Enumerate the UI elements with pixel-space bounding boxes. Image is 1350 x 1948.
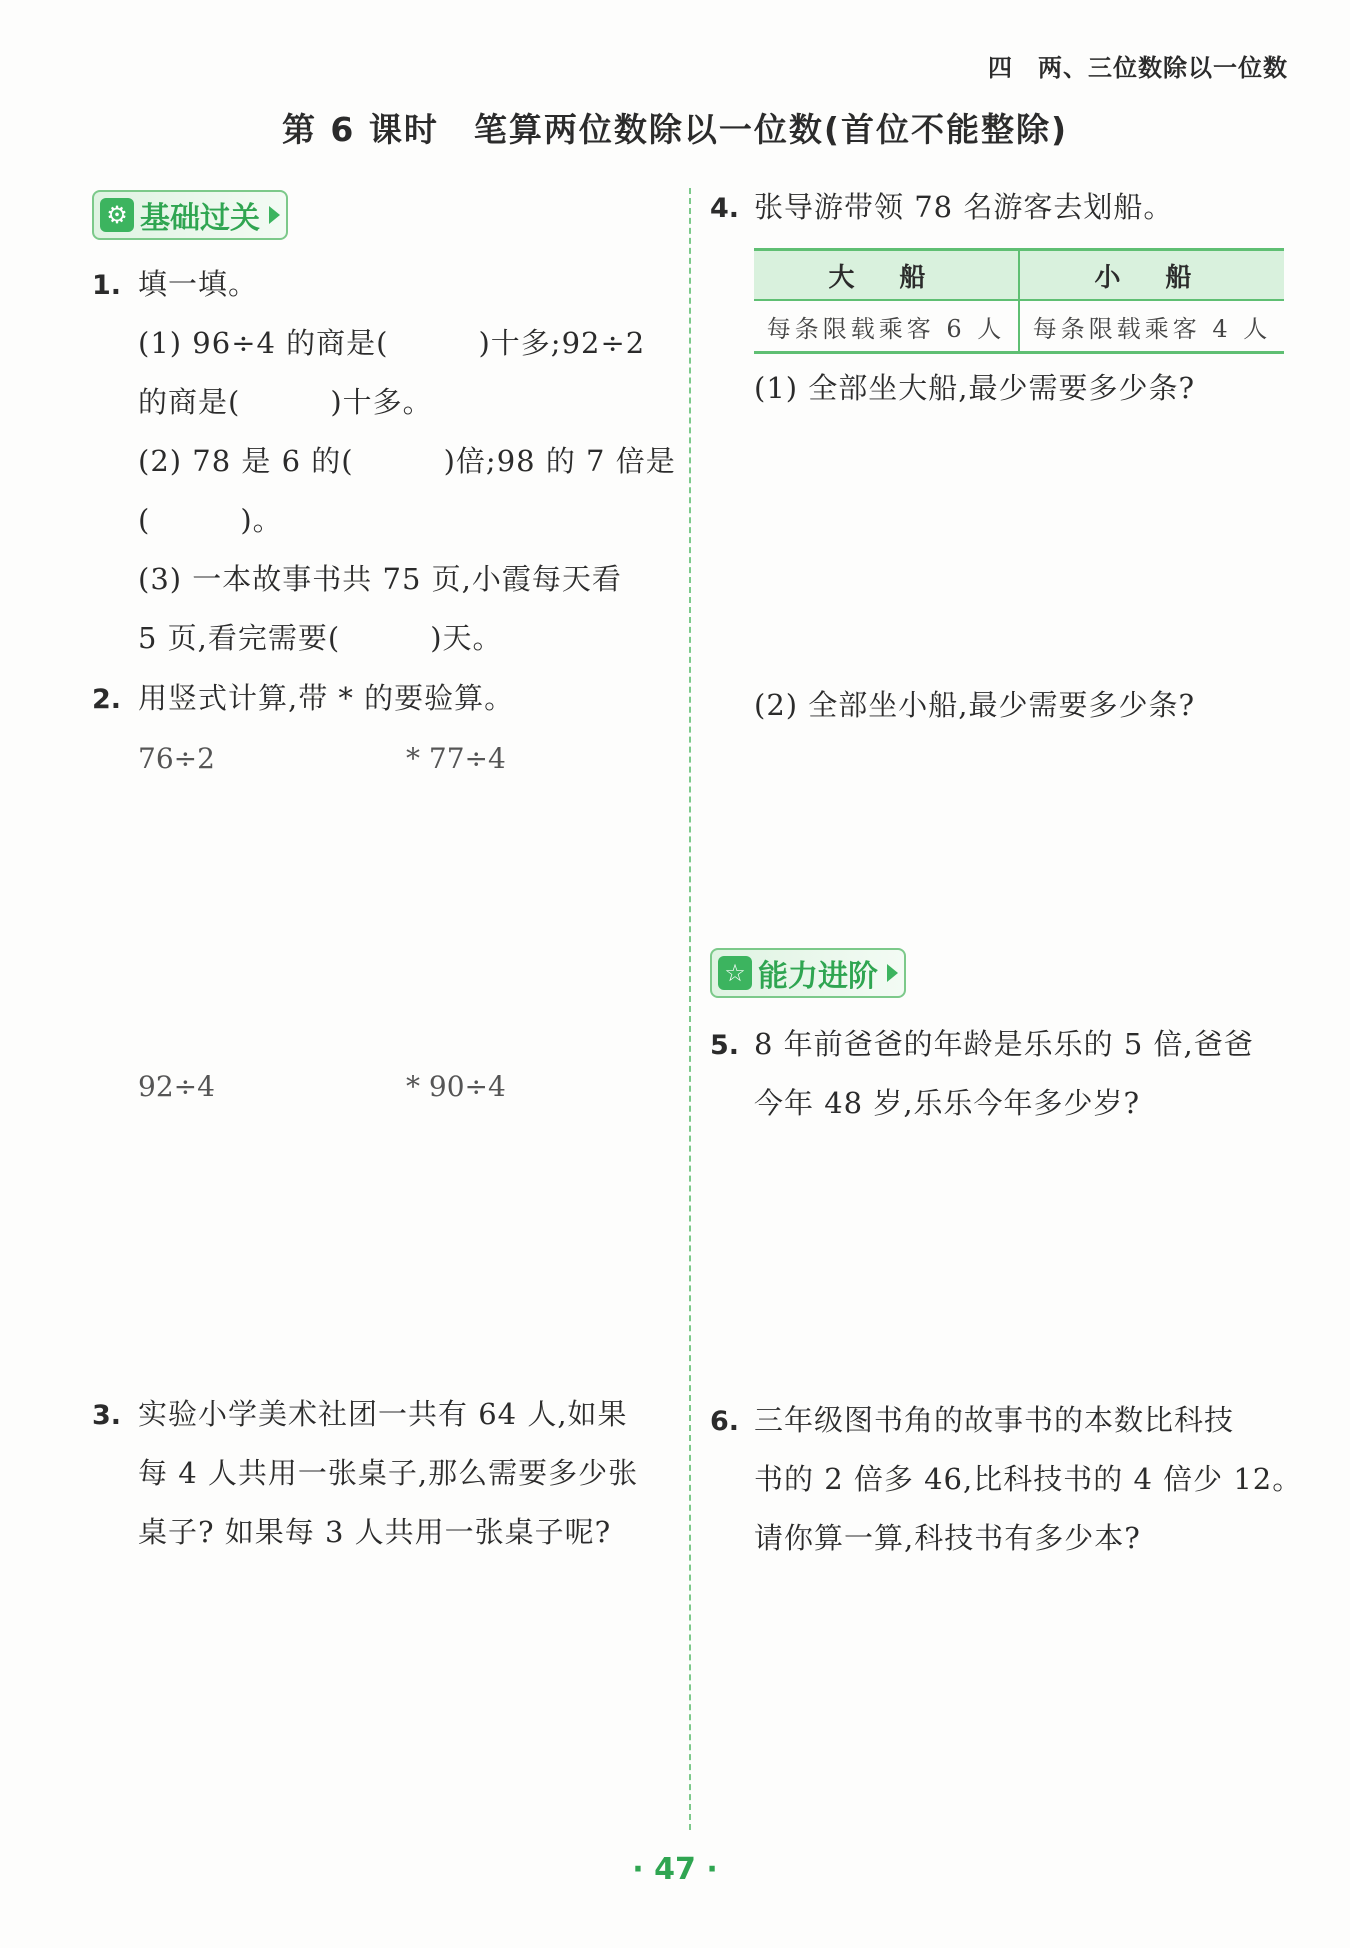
question-number-1: 1.	[92, 270, 122, 301]
table-header-large-boat: 大 船	[754, 250, 1019, 301]
table-cell-large-capacity: 每条限载乘客 6 人	[754, 300, 1019, 353]
q6-line-2: 请你算一算,科技书有多少本?	[754, 1521, 1141, 1555]
q1-line-5: (3) 一本故事书共 75 页,小霞每天看	[138, 562, 622, 596]
q2-text: 用竖式计算,带 * 的要验算。	[138, 681, 515, 715]
table-cell-small-capacity: 每条限载乘客 4 人	[1019, 300, 1284, 353]
q3-line-2: 桌子? 如果每 3 人共用一张桌子呢?	[138, 1515, 612, 1549]
question-number-2: 2.	[92, 684, 122, 715]
q5-line-0: 8 年前爸爸的年龄是乐乐的 5 倍,爸爸	[754, 1027, 1254, 1061]
q1-line-4: ( )。	[138, 503, 283, 537]
q1-line-6: 5 页,看完需要( )天。	[138, 621, 503, 655]
boat-capacity-table	[754, 248, 1284, 354]
section-badge-basic	[92, 190, 288, 240]
calc-item: 92÷4	[138, 1070, 215, 1103]
q1-line-1: (1) 96÷4 的商是( )十多;92÷2	[138, 326, 646, 360]
question-number-4: 4.	[710, 193, 740, 224]
arrow-right-icon	[269, 206, 280, 224]
section-label-basic: 基础过关	[140, 201, 260, 236]
section-label-advanced: 能力进阶	[758, 959, 878, 994]
question-number-5: 5.	[710, 1030, 740, 1061]
column-divider	[689, 188, 691, 1830]
calc-item: * 77÷4	[406, 742, 506, 775]
q4-text: 张导游带领 78 名游客去划船。	[754, 190, 1174, 224]
q4-sub1: (1) 全部坐大船,最少需要多少条?	[754, 371, 1196, 405]
q5-line-1: 今年 48 岁,乐乐今年多少岁?	[754, 1086, 1141, 1120]
page-number: · 47 ·	[632, 1852, 718, 1887]
lesson-title: 第 6 课时 笔算两位数除以一位数(首位不能整除)	[281, 110, 1069, 149]
table-header-small-boat: 小 船	[1019, 250, 1284, 301]
q4-sub2: (2) 全部坐小船,最少需要多少条?	[754, 688, 1196, 722]
calc-item: * 90÷4	[406, 1070, 506, 1103]
q3-line-1: 每 4 人共用一张桌子,那么需要多少张	[138, 1456, 639, 1490]
q6-line-1: 书的 2 倍多 46,比科技书的 4 倍少 12。	[754, 1462, 1303, 1496]
q1-line-0: 填一填。	[138, 267, 259, 301]
q1-line-2: 的商是( )十多。	[138, 385, 433, 419]
section-badge-advanced	[710, 948, 906, 998]
arrow-right-icon	[887, 964, 898, 982]
gear-icon: ⚙	[100, 198, 134, 232]
question-number-6: 6.	[710, 1406, 740, 1437]
q1-line-3: (2) 78 是 6 的( )倍;98 的 7 倍是	[138, 444, 676, 478]
question-number-3: 3.	[92, 1400, 122, 1431]
chapter-header: 四 两、三位数除以一位数	[988, 54, 1288, 82]
runner-icon: ☆	[718, 956, 752, 990]
q3-line-0: 实验小学美术社团一共有 64 人,如果	[138, 1397, 628, 1431]
calc-item: 76÷2	[138, 742, 215, 775]
q6-line-0: 三年级图书角的故事书的本数比科技	[754, 1403, 1235, 1437]
